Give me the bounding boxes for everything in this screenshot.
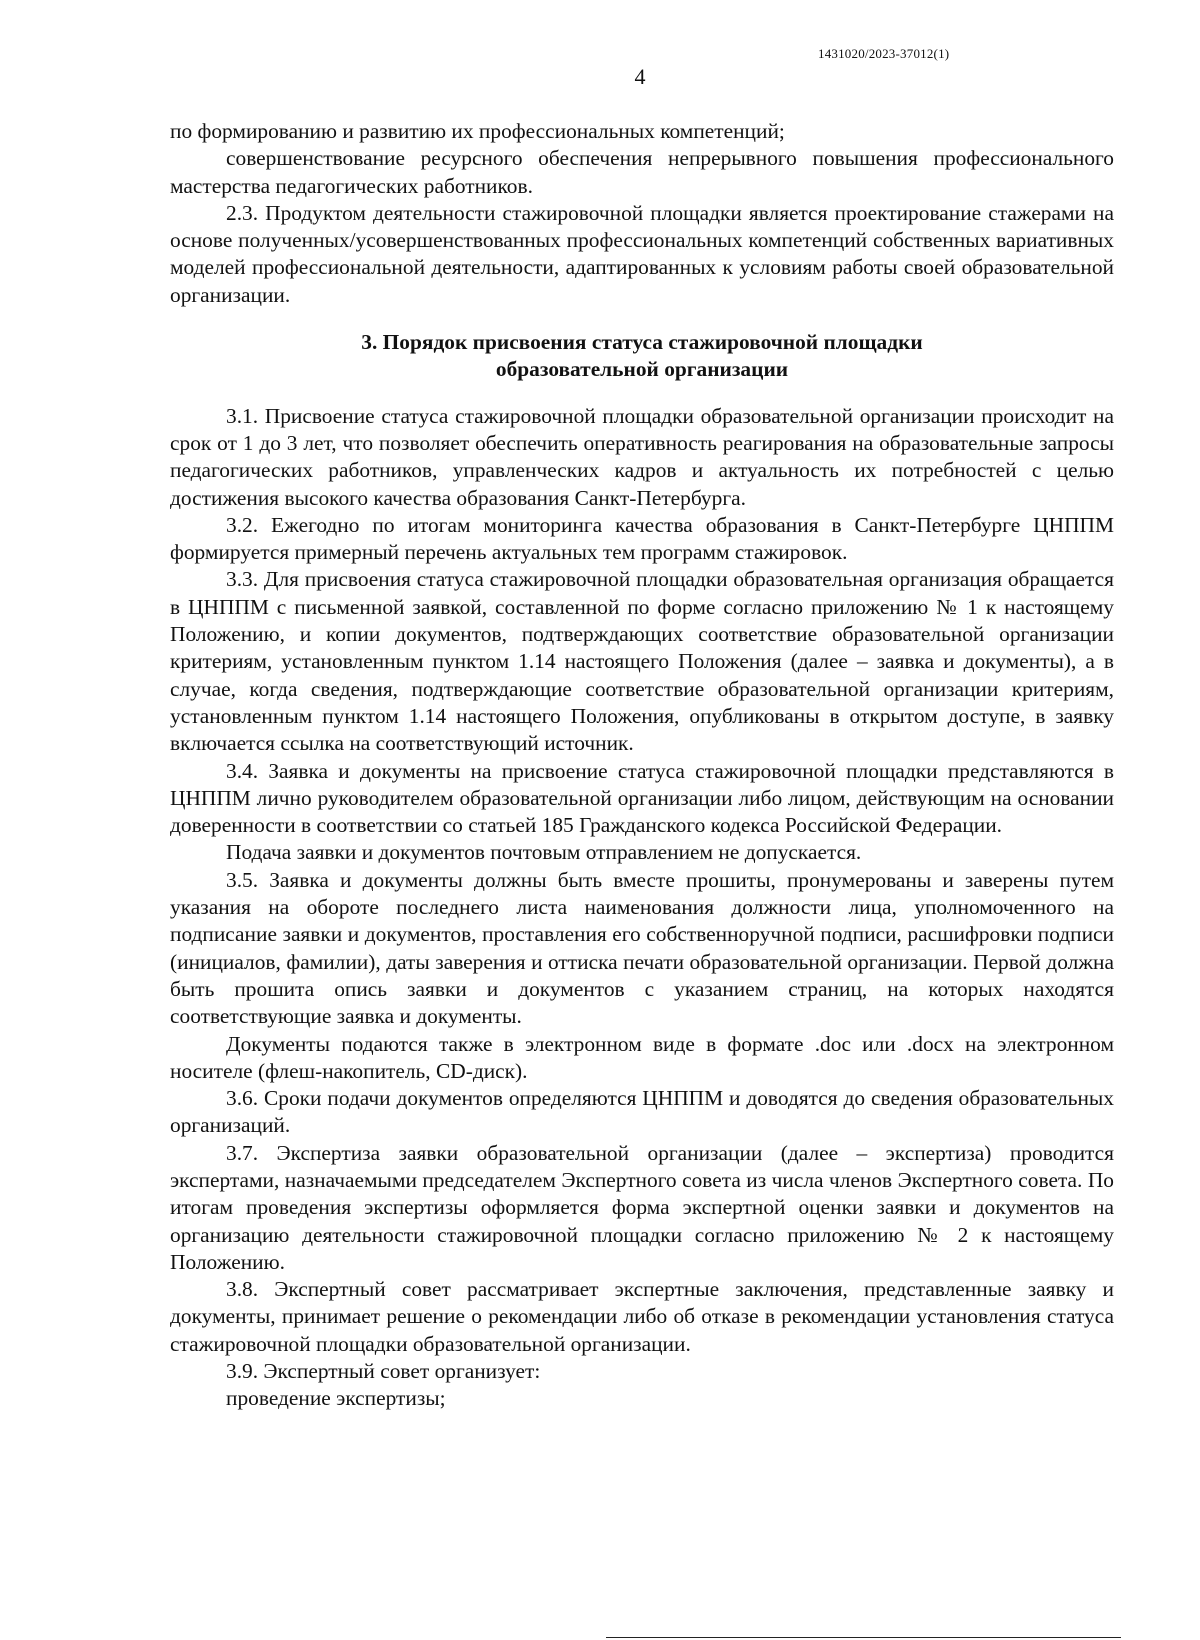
list-item: проведение экспертизы; — [226, 1386, 446, 1411]
section-heading-line: образовательной организации — [495, 357, 789, 382]
section-heading-line: 3. Порядок присвоения статуса стажировочной площадки — [361, 330, 923, 355]
page-number: 4 — [634, 64, 646, 89]
paragraph: по формированию и развитию их профессиональных компетенций; — [170, 119, 785, 143]
paragraph: 2.3. Продуктом деятельности стажировочной площадки является проектирование стажерами на основе полученных/усовершенствованных профессиональных компетенций собственных вариативных моделей профессиональной деятельности, адаптированных к условиям работы своей образовательной организации. — [170, 200, 1114, 307]
document-body — [170, 118, 1114, 1413]
paragraph: Подача заявки и документов почтовым отправлением не допускается. — [226, 840, 862, 865]
paragraph-3-3: 3.3. Для присвоения статуса стажировочной площадки образовательная организация обращается в ЦНППМ с письменной заявкой, составленной по форме согласно приложению № 1 к настоящему Положению, и копии документов, подтверждающих соответствие образовательной организации критериям, установленным пунктом 1.14 настоящего Положения (далее – заявка и документы), а в случае, когда сведения, подтверждающие соответствие образовательной организации критериям, установленным пунктом 1.14 настоящего Положения, опубликованы в открытом доступе, в заявку включается ссылка на соответствующий источник. — [170, 567, 1114, 756]
paragraph-3-8: 3.8. Экспертный совет рассматривает экспертные заключения, представленные заявку и документы, принимает решение о рекомендации либо об отказе в рекомендации установления статуса стажировочной площадки образовательной организации. — [170, 1277, 1114, 1356]
paragraph-3-5: 3.5. Заявка и документы должны быть вместе прошиты, пронумерованы и заверены путем указания на обороте последнего листа наименования должности лица, уполномоченного на подписание заявки и документов, проставления его собственноручной подписи, расшифровки подписи (инициалов, фамилии), даты заверения и оттиска печати образовательной организации. Первой должна быть прошита опись заявки и документов с указанием страниц, на которых находятся соответствующие заявка и документы. — [170, 867, 1114, 1029]
paragraph-3-7: 3.7. Экспертиза заявки образовательной организации (далее – экспертиза) проводится экспертами, назначаемыми председателем Экспертного совета из числа членов Экспертного совета. По итогам проведения экспертизы оформляется форма экспертной оценки заявки и документов на организацию деятельности стажировочной площадки согласно приложению № 2 к настоящему Положению. — [170, 1140, 1114, 1274]
document-registration-number: 1431020/2023-37012(1) — [818, 46, 950, 61]
paragraph-3-2: 3.2. Ежегодно по итогам мониторинга качества образования в Санкт-Петербурге ЦНППМ формируется примерный перечень актуальных тем программ стажировок. — [170, 512, 1114, 565]
paragraph: совершенствование ресурсного обеспечения непрерывного повышения профессионального мастерства педагогических работников. — [170, 146, 1114, 198]
bottom-divider — [606, 1637, 1121, 1638]
section-heading — [170, 329, 1114, 384]
paragraph-3-6: 3.6. Сроки подачи документов определяются ЦНППМ и доводятся до сведения образовательных организаций. — [170, 1086, 1114, 1138]
paragraph: Документы подаются также в электронном виде в формате .doc или .docx на электронном носителе (флеш-накопитель, CD-диск). — [170, 1031, 1114, 1083]
paragraph-3-9: 3.9. Экспертный совет организует: — [226, 1359, 541, 1384]
paragraph-3-4: 3.4. Заявка и документы на присвоение статуса стажировочной площадки представляются в ЦНППМ лично руководителем образовательной организации либо лицом, действующим на основании доверенности в соответствии со статьей 185 Гражданского кодекса Российской Федерации. — [170, 758, 1114, 838]
paragraph-3-1: 3.1. Присвоение статуса стажировочной площадки образовательной организации происходит на срок от 1 до 3 лет, что позволяет обеспечить оперативность реагирования на образовательные запросы педагогических работников, управленческих кадров и актуальность их потребностей с целью достижения высокого качества образования Санкт-Петербурга. — [170, 403, 1114, 510]
